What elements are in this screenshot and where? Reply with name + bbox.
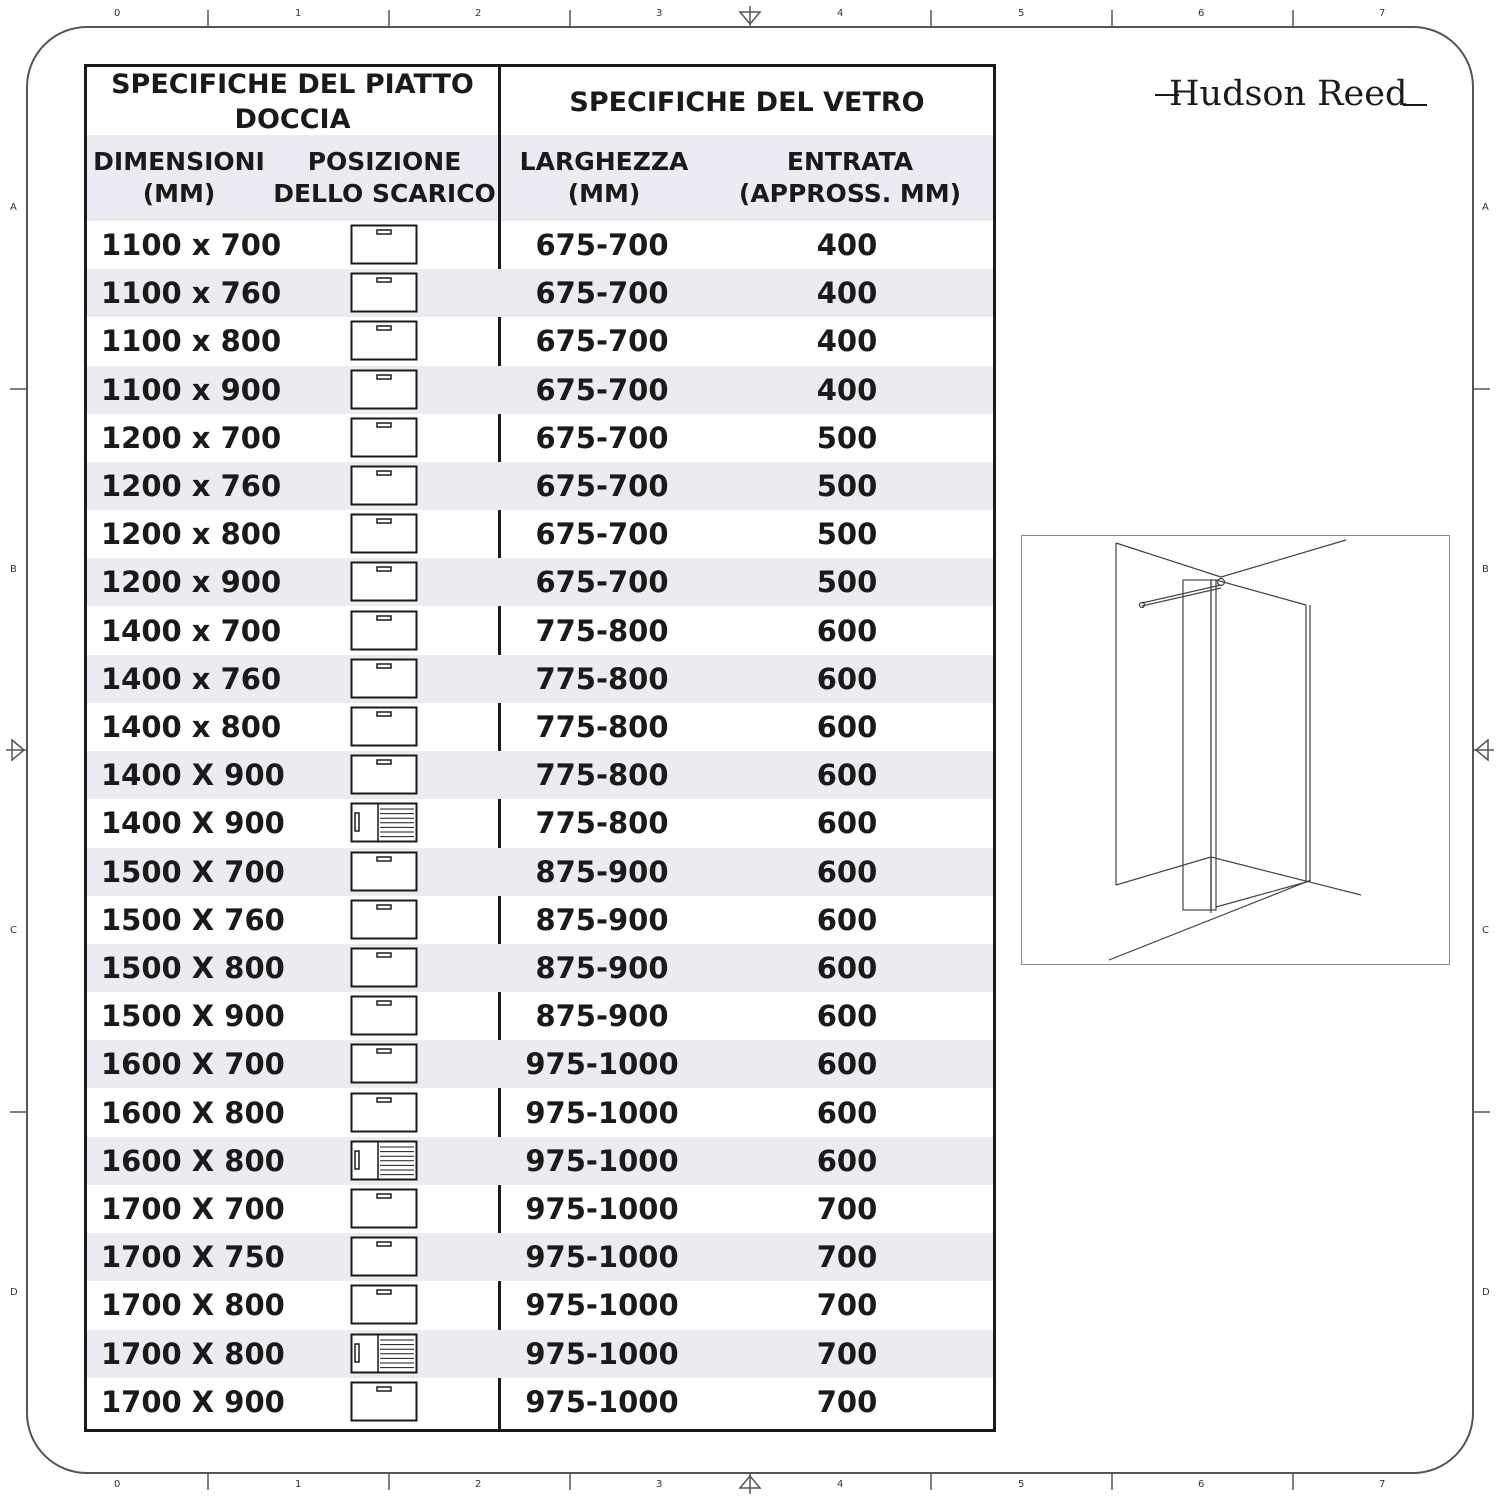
ruler-left-B: B [10,564,17,575]
glass-width-cell: 975-1000 [525,1143,679,1178]
glass-width-cell: 675-700 [535,228,669,262]
table-row [87,462,993,510]
table-row [87,848,993,896]
table-row [87,510,993,558]
table-row [87,221,993,269]
drain-top-icon [350,851,418,893]
glass-width-cell: 675-700 [535,372,669,407]
dimensions-cell: 1400 X 900 [101,806,285,841]
entry-cell: 600 [816,902,878,937]
dimensions-cell: 1200 x 760 [101,469,282,503]
table-row [87,1137,993,1185]
glass-width-cell: 675-700 [535,517,669,552]
table-row [87,1330,993,1378]
ruler-bottom-2: 2 [475,1479,482,1490]
dimensions-cell: 1600 X 800 [101,1143,285,1178]
table-row [87,558,993,606]
ruler-right-D: D [1482,1287,1490,1298]
table-row [87,896,993,944]
glass-width-cell: 975-1000 [525,1288,679,1323]
drain-top-icon [350,1381,418,1423]
entry-cell: 400 [816,372,878,407]
dimensions-cell: 1400 X 900 [101,758,285,793]
entry-cell: 400 [816,228,878,262]
ruler-left-C: C [10,925,17,936]
drain-top-icon [350,899,418,941]
glass-width-cell: 975-1000 [525,1047,679,1082]
dimensions-cell: 1500 X 700 [101,854,285,889]
dimensions-cell: 1100 x 700 [101,228,282,262]
drain-top-icon [350,224,418,266]
drain-side-grate-icon [350,1333,418,1375]
table-row [87,655,993,703]
drain-top-icon [350,1092,418,1134]
entry-cell: 600 [816,1143,878,1178]
entry-cell: 500 [816,517,878,552]
drain-top-icon [350,320,418,362]
glass-width-cell: 775-800 [535,806,669,841]
entry-cell: 500 [816,420,878,455]
glass-width-cell: 775-800 [535,661,669,696]
table-row [87,1378,993,1426]
drain-top-icon [350,706,418,748]
table-row [87,799,993,847]
ruler-bottom-7: 7 [1379,1479,1386,1490]
dimensions-cell: 1200 x 900 [101,565,282,600]
entry-cell: 500 [816,469,878,503]
entry-cell: 600 [816,999,878,1034]
drain-side-grate-icon [350,1140,418,1182]
table-row [87,1281,993,1329]
ruler-top-1: 1 [295,8,302,19]
dimensions-cell: 1100 x 900 [101,372,282,407]
glass-width-cell: 975-1000 [525,1336,679,1371]
entry-cell: 700 [816,1240,878,1275]
tray-spec-title: SPECIFICHE DEL PIATTO DOCCIA [111,69,474,135]
ruler-top-2: 2 [475,8,482,19]
drain-top-icon [350,1284,418,1326]
entry-cell: 600 [816,710,878,744]
ruler-bottom-0: 0 [114,1479,121,1490]
glass-width-cell: 975-1000 [525,1095,679,1130]
entry-cell: 600 [816,758,878,793]
drain-top-icon [350,272,418,314]
dimensions-cell: 1400 x 700 [101,613,282,648]
ruler-top-4: 4 [837,8,844,19]
drain-top-icon [350,1188,418,1230]
drain-top-icon [350,658,418,700]
entry-cell: 400 [816,324,878,359]
table-row [87,751,993,799]
ruler-top-7: 7 [1379,8,1386,19]
glass-width-cell: 675-700 [535,276,669,311]
ruler-right-C: C [1482,925,1489,936]
logo-text: Hudson Reed [1169,74,1408,114]
ruler-left-D: D [10,1287,18,1298]
drain-top-icon [350,417,418,459]
ruler-top-5: 5 [1018,8,1025,19]
table-row [87,607,993,655]
glass-width-cell: 775-800 [535,758,669,793]
dimensions-cell: 1200 x 800 [101,517,282,552]
ruler-top-3: 3 [656,8,663,19]
drain-top-icon [350,1043,418,1085]
dimensions-cell: 1500 X 800 [101,951,285,985]
ruler-top-0: 0 [114,8,121,19]
glass-width-cell: 775-800 [535,710,669,744]
glass-width-cell: 875-900 [535,902,669,937]
dimensions-cell: 1100 x 760 [101,276,282,311]
glass-width-cell: 675-700 [535,420,669,455]
table-row [87,944,993,992]
entry-cell: 400 [816,276,878,311]
drain-top-icon [350,995,418,1037]
entry-cell: 700 [816,1192,878,1226]
ruler-right-B: B [1482,564,1489,575]
dimensions-cell: 1600 X 700 [101,1047,285,1082]
glass-width-cell: 675-700 [535,324,669,359]
ruler-right-A: A [1482,202,1489,213]
drain-top-icon [350,1236,418,1278]
ruler-top-6: 6 [1198,8,1205,19]
header-drain-position: POSIZIONE DELLO SCARICO [271,135,498,221]
drain-top-icon [350,513,418,555]
dimensions-cell: 1100 x 800 [101,324,282,359]
brand-logo [1155,72,1430,117]
drain-top-icon [350,369,418,411]
dimensions-cell: 1700 X 700 [101,1192,285,1226]
entry-cell: 600 [816,1095,878,1130]
glass-width-cell: 875-900 [535,951,669,985]
glass-width-cell: 975-1000 [525,1240,679,1275]
table-row [87,1185,993,1233]
entry-cell: 600 [816,661,878,696]
ruler-left-A: A [10,202,17,213]
glass-width-cell: 775-800 [535,613,669,648]
table-row [87,366,993,414]
dimensions-cell: 1600 X 800 [101,1095,285,1130]
table-row [87,703,993,751]
entry-cell: 600 [816,1047,878,1082]
glass-width-cell: 875-900 [535,854,669,889]
entry-cell: 600 [816,806,878,841]
spec-table [84,64,996,1432]
table-row [87,269,993,317]
dimensions-cell: 1700 X 900 [101,1384,285,1419]
dimensions-cell: 1400 x 760 [101,661,282,696]
entry-cell: 500 [816,565,878,600]
dimensions-cell: 1400 x 800 [101,710,282,744]
entry-cell: 700 [816,1384,878,1419]
table-row [87,1040,993,1088]
glass-width-cell: 975-1000 [525,1384,679,1419]
ruler-bottom-6: 6 [1198,1479,1205,1490]
glass-width-cell: 675-700 [535,469,669,503]
drain-side-grate-icon [350,802,418,844]
table-row [87,1233,993,1281]
glass-width-cell: 875-900 [535,999,669,1034]
drain-top-icon [350,561,418,603]
entry-cell: 600 [816,613,878,648]
table-row [87,317,993,365]
ruler-bottom-4: 4 [837,1479,844,1490]
dimensions-cell: 1500 X 900 [101,999,285,1034]
walk-in-shower-screen-icon [1021,535,1450,965]
dimensions-cell: 1700 X 800 [101,1336,285,1371]
glass-width-cell: 675-700 [535,565,669,600]
entry-cell: 700 [816,1288,878,1323]
entry-cell: 600 [816,951,878,985]
drain-top-icon [350,465,418,507]
header-entry: ENTRATA (APPROSS. MM) [707,135,993,221]
ruler-bottom-3: 3 [656,1479,663,1490]
ruler-bottom-5: 5 [1018,1479,1025,1490]
drain-top-icon [350,947,418,989]
dimensions-cell: 1200 x 700 [101,420,282,455]
table-row [87,414,993,462]
drain-top-icon [350,610,418,652]
glass-spec-title: SPECIFICHE DEL VETRO [569,86,925,118]
entry-cell: 600 [816,854,878,889]
drain-top-icon [350,754,418,796]
header-width: LARGHEZZA (MM) [501,135,707,221]
table-row [87,992,993,1040]
dimensions-cell: 1700 X 800 [101,1288,285,1323]
ruler-bottom-1: 1 [295,1479,302,1490]
glass-width-cell: 975-1000 [525,1192,679,1226]
table-row [87,1089,993,1137]
header-dimensions: DIMENSIONI (MM) [87,135,271,221]
entry-cell: 700 [816,1336,878,1371]
dimensions-cell: 1500 X 760 [101,902,285,937]
dimensions-cell: 1700 X 750 [101,1240,285,1275]
